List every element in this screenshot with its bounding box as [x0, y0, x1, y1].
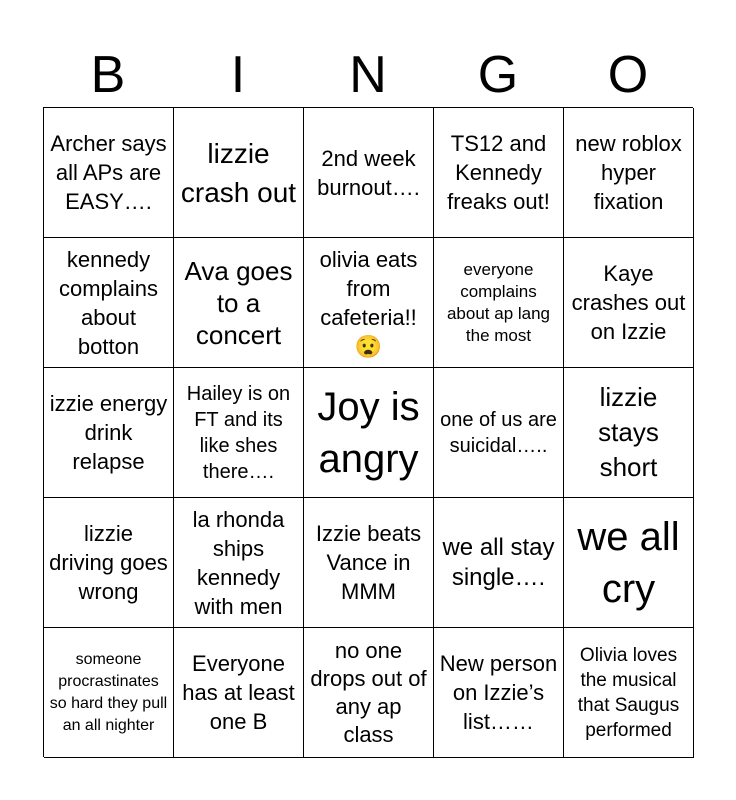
bingo-cell[interactable]: [174, 108, 304, 238]
header-letter-o: O: [607, 46, 649, 104]
bingo-cell[interactable]: [304, 498, 434, 628]
bingo-cell[interactable]: [564, 628, 694, 758]
bingo-cell[interactable]: [174, 628, 304, 758]
cell-text: no one drops out of any ap class: [310, 637, 427, 747]
bingo-cell[interactable]: [564, 238, 694, 368]
bingo-cell[interactable]: [434, 498, 564, 628]
cell-text: Ava goes to a concert: [184, 255, 293, 350]
cell-text: everyone complains about ap lang the most: [446, 259, 551, 345]
bingo-cell[interactable]: [304, 238, 434, 368]
cell-text: lizzie driving goes wrong: [49, 521, 168, 604]
bingo-cell[interactable]: [434, 628, 564, 758]
cell-text: TS12 and Kennedy freaks out!: [447, 131, 550, 214]
cell-text: 2nd week burnout….: [317, 145, 420, 200]
cell-text: we all cry: [577, 514, 680, 611]
header-letter-i: I: [230, 46, 246, 104]
cell-text: olivia eats from cafeteria!! 😧: [319, 246, 418, 359]
bingo-header: [43, 44, 693, 106]
bingo-cell[interactable]: [564, 108, 694, 238]
header-letter-n: N: [349, 46, 387, 104]
bingo-cell[interactable]: [44, 628, 174, 758]
header-letter-g: G: [477, 46, 519, 104]
cell-text: Joy is angry: [317, 384, 420, 481]
bingo-cell[interactable]: [174, 238, 304, 368]
header-letter-b: B: [90, 46, 126, 104]
bingo-cell[interactable]: [304, 628, 434, 758]
cell-text: new roblox hyper fixation: [575, 131, 682, 214]
bingo-cell[interactable]: [434, 238, 564, 368]
cell-text: Olivia loves the musical that Saugus performed: [577, 644, 680, 741]
bingo-cell[interactable]: [304, 108, 434, 238]
bingo-board: [43, 107, 693, 757]
cell-text: Archer says all APs are EASY….: [50, 131, 167, 214]
cell-text: Izzie beats Vance in MMM: [315, 521, 422, 604]
bingo-cell[interactable]: [304, 368, 434, 498]
cell-text: Hailey is on FT and its like shes there….: [186, 382, 291, 483]
cell-text: Everyone has at least one B: [182, 651, 295, 734]
bingo-cell[interactable]: [434, 108, 564, 238]
bingo-cell[interactable]: [44, 368, 174, 498]
bingo-cell[interactable]: [44, 108, 174, 238]
bingo-cell[interactable]: [564, 498, 694, 628]
cell-text: we all stay single….: [442, 533, 555, 591]
cell-text: la rhonda ships kennedy with men: [192, 506, 285, 619]
bingo-cell[interactable]: [434, 368, 564, 498]
bingo-cell[interactable]: [564, 368, 694, 498]
bingo-cell[interactable]: [44, 238, 174, 368]
bingo-cell[interactable]: [174, 368, 304, 498]
cell-text: izzie energy drink relapse: [49, 391, 168, 474]
cell-text: kennedy complains about botton: [58, 246, 159, 359]
cell-text: one of us are suicidal…..: [440, 408, 557, 457]
cell-text: Kaye crashes out on Izzie: [571, 261, 686, 344]
cell-text: someone procrastinates so hard they pull an all nighter: [49, 650, 168, 734]
bingo-cell[interactable]: [44, 498, 174, 628]
cell-text: lizzie stays short: [598, 382, 659, 482]
cell-text: New person on Izzie’s list……: [439, 651, 558, 734]
bingo-cell[interactable]: [174, 498, 304, 628]
cell-text: lizzie crash out: [180, 137, 297, 208]
